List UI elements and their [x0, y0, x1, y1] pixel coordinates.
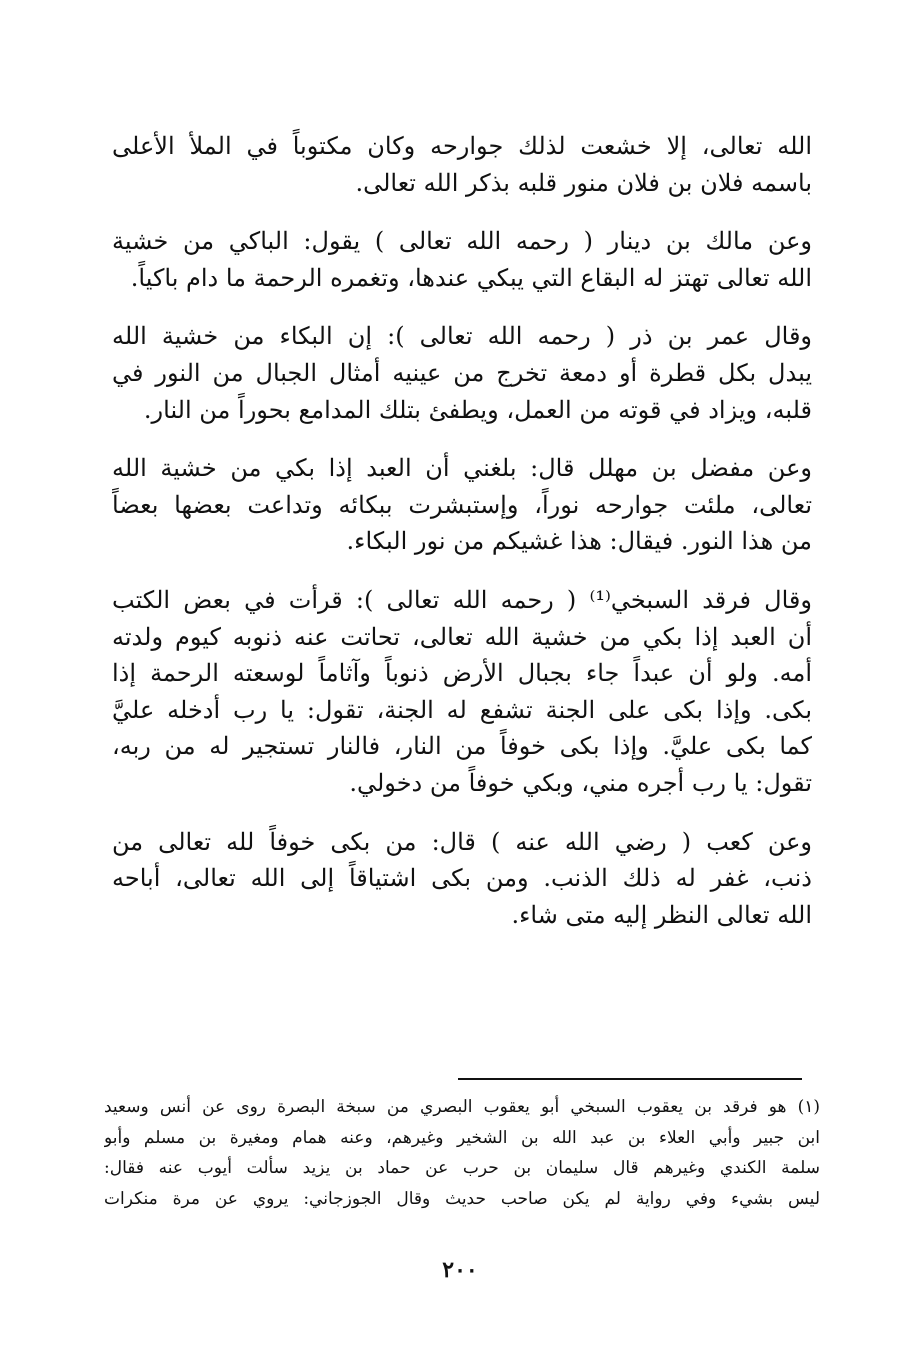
- text-line: من هذا النور. فيقال: هذا غشيكم من نور البكاء.: [346, 527, 812, 556]
- text-line: الله تعالى تهتز له البقاع التي يبكي عندها، وتغمره الرحمة ما دام باكياً.: [130, 263, 812, 292]
- text-line: أمه. ولو أن عبداً جاء بجبال الأرض ذنوباً وآثاماً لوسعته الرحمة إذا: [112, 659, 812, 688]
- paragraph-3: [112, 318, 812, 428]
- text-line: ذنب، غفر له ذلك الذنب. ومن بكى اشتياقاً إلى الله تعالى، أباحه: [112, 864, 812, 893]
- text-line: الله تعالى النظر إليه متى شاء.: [511, 900, 812, 929]
- paragraph-6: [112, 824, 812, 934]
- text-line: تعالى، ملئت جوارحه نوراً، وإستبشرت ببكائه وتداعت بعضها بعضاً: [112, 490, 812, 519]
- footnote-divider: [458, 1078, 802, 1080]
- text-line: يبدل بكل قطرة أو دمعة تخرج من عينيه أمثال الجبال من النور في: [112, 358, 812, 387]
- footnote-line: سلمة الكندي وغيرهم قال سليمان بن حرب عن حماد بن يزيد سألت أيوب عنه فقال:: [104, 1158, 820, 1178]
- main-text: [112, 128, 812, 955]
- text-line: كما بكى عليَّ. وإذا بكى خوفاً من النار، فالنار تستجير له من ربه،: [112, 732, 812, 761]
- footnote: [104, 1092, 820, 1214]
- footnote-line: ليس بشيء وفي رواية لم يكن صاحب حديث وقال الجوزجاني: يروي عن مرة منكرات: [104, 1188, 820, 1209]
- text-line: باسمه فلان بن فلان منور قلبه بذكر الله تعالى.: [355, 168, 812, 197]
- text-line: وعن مفضل بن مهلل قال: بلغني أن العبد إذا بكي من خشية الله: [112, 454, 812, 483]
- text-line: الله تعالى، إلا خشعت لذلك جوارحه وكان مكتوباً في الملأ الأعلى: [112, 132, 812, 160]
- footnote-line: (١) هو فرقد بن يعقوب السبخي أبو يعقوب البصري من سبخة البصرة روى عن أنس وسعيد: [104, 1097, 820, 1117]
- text-line: وعن مالك بن دينار ( رحمه الله تعالى ) يقول: الباكي من خشية: [112, 227, 812, 256]
- paragraph-1: [112, 128, 812, 201]
- text-line: وقال عمر بن ذر ( رحمه الله تعالى ): إن البكاء من خشية الله: [112, 322, 812, 351]
- text-line: أن العبد إذا بكي من خشية الله تعالى، تحاتت عنه ذنوبه كيوم ولدته: [112, 622, 812, 651]
- text-line: وعن كعب ( رضي الله عنه ) قال: من بكى خوفاً لله تعالى من: [112, 827, 812, 856]
- text-line: وقال فرقد السبخي⁽¹⁾ ( رحمه الله تعالى ): قرأت في بعض الكتب: [112, 585, 812, 614]
- paragraph-5: [112, 582, 812, 802]
- text-line: قلبه، ويزاد في قوته من العمل، ويطفئ بتلك المدامع بحوراً من النار.: [143, 395, 812, 424]
- text-line: بكى. وإذا بكى على الجنة تشفع له الجنة، تقول: يا رب أدخله عليَّ: [112, 695, 812, 724]
- page-number: ٢٠٠: [442, 1257, 478, 1283]
- footnote-line: ابن جبير وأبي العلاء بن عبد الله بن الشخير وغيرهم، وعنه همام ومغيرة بن مسلم وأبو: [104, 1127, 820, 1148]
- text-line: تقول: يا رب أجره مني، وبكي خوفاً من دخولي.: [349, 768, 812, 797]
- paragraph-2: [112, 223, 812, 296]
- paragraph-4: [112, 450, 812, 560]
